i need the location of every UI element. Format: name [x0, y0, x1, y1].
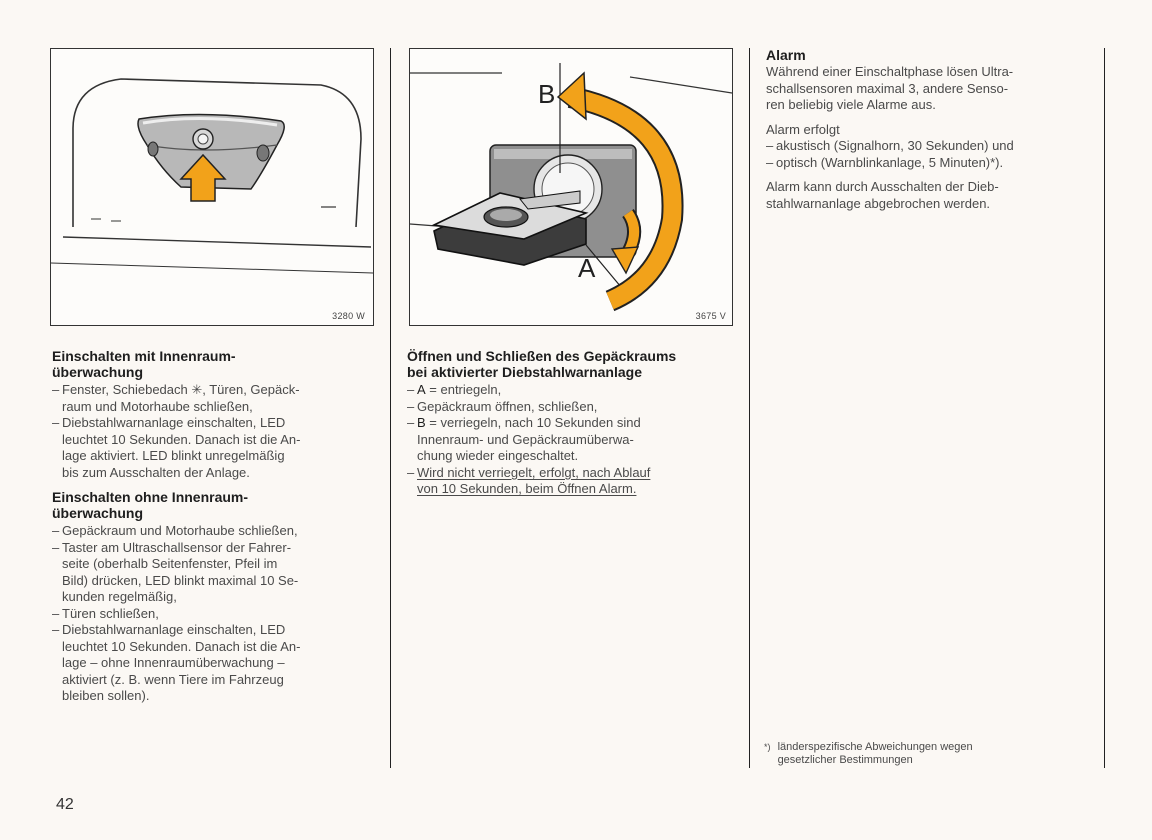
figure-code: 3675 V [695, 311, 726, 321]
label-a: A [578, 253, 596, 283]
sensor-illustration [51, 49, 373, 325]
list-item: – akustisch (Signalhorn, 30 Sekunden) und [766, 138, 1014, 153]
column-1-text [52, 348, 382, 705]
label-b: B [538, 79, 556, 109]
section-heading: Einschalten mit Innenraum- überwachung [52, 348, 236, 380]
figure-sensor-button [50, 48, 374, 326]
list-item: – Diebstahlwarnanlage einschalten, LED leuchtet 10 Sekunden. Danach ist die An- lage aktiviert. LED blinkt unregelmäßig bis zum Ausschalten der Anlage. [52, 415, 301, 480]
column-2-text [407, 348, 747, 498]
list-item: – Gepäckraum öffnen, schließen, [407, 398, 598, 414]
list-item: – optisch (Warnblinkanlage, 5 Minuten)*). [766, 154, 1004, 170]
list-item: – Türen schließen, [52, 605, 159, 621]
list-item: – Fenster, Schiebedach ✳, Türen, Gepäck- raum und Motorhaube schließen, [52, 382, 300, 414]
list-item: – B = verriegeln, nach 10 Sekunden sind Innenraum- und Gepäckraumüberwa- chung wieder eingeschaltet. [407, 415, 641, 463]
column-rule-2 [749, 48, 750, 768]
figure-boot-lock [409, 48, 733, 326]
boot-lock-illustration [410, 49, 732, 325]
page-number: 42 [56, 796, 74, 813]
list-item: – Gepäckraum und Motorhaube schließen, [52, 523, 298, 538]
paragraph: Alarm kann durch Ausschalten der Dieb- stahlwarnanlage abgebrochen werden. [766, 179, 999, 211]
list-item: – Diebstahlwarnanlage einschalten, LED leuchtet 10 Sekunden. Danach ist die An- lage – ohne Innenraumüberwachung – aktiviert (z. B. wenn Tiere im Fahrzeug bleiben sollen). [52, 622, 301, 703]
footnote-text: länderspezifische Abweichungen wegen gesetzlicher Bestimmungen [777, 741, 973, 766]
paragraph: Alarm erfolgt [766, 121, 840, 137]
figure-code: 3280 W [332, 311, 365, 321]
column-rule-3 [1104, 48, 1105, 768]
column-3-text [766, 47, 1096, 220]
section-heading: Einschalten ohne Innenraum- überwachung [52, 489, 249, 521]
paragraph: Während einer Einschaltphase lösen Ultra- schallsensoren maximal 3, andere Senso- ren beliebig viele Alarme aus. [766, 64, 1014, 112]
list-item: – Taster am Ultraschallsensor der Fahrer- seite (oberhalb Seitenfenster, Pfeil im Bild) drücken, LED blinkt maximal 10 Se- kunden regelmäßig, [52, 539, 299, 604]
column-rule-1 [390, 48, 391, 768]
footnote [764, 741, 1084, 767]
section-heading: Öffnen und Schließen des Gepäckraums bei aktivierter Diebstahlwarnanlage [407, 348, 677, 380]
list-item-underlined: – Wird nicht verriegelt, erfolgt, nach Ablauf von 10 Sekunden, beim Öffnen Alarm. [407, 464, 651, 496]
section-heading: Alarm [766, 47, 806, 63]
footnote-marker: *) [764, 742, 771, 752]
list-item: – A = entriegeln, [407, 382, 502, 397]
